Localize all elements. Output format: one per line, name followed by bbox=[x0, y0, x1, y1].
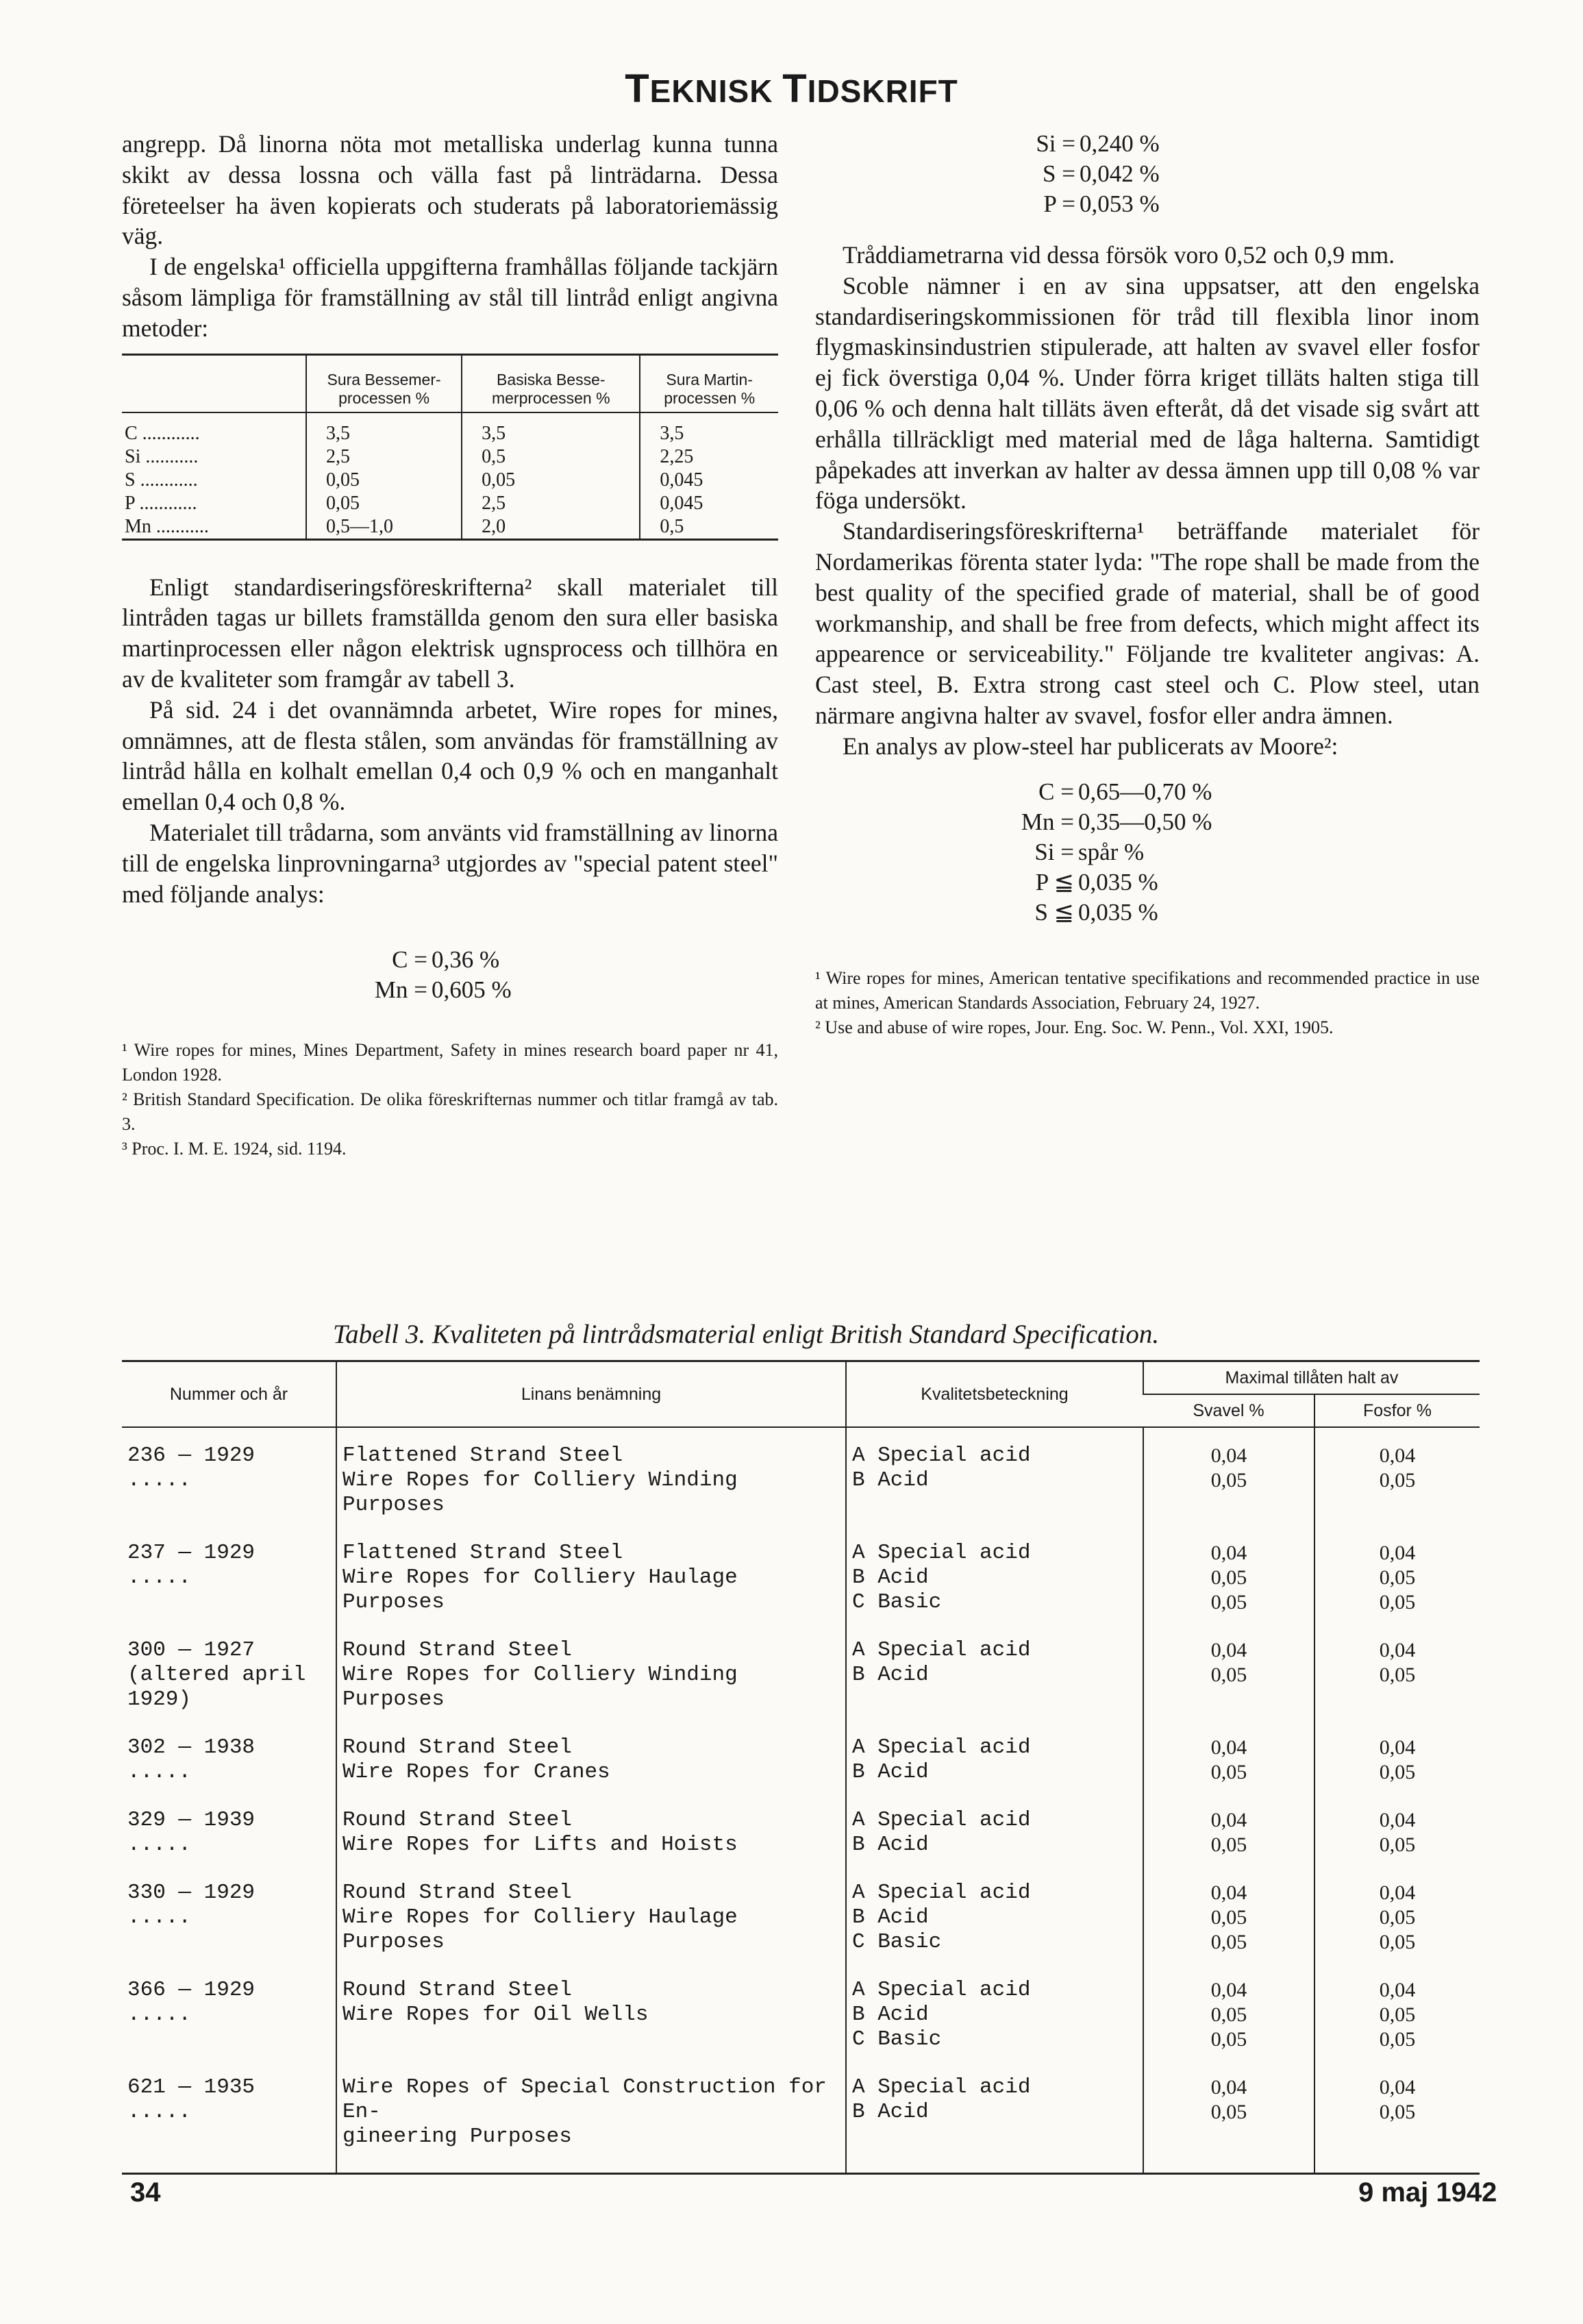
analysis-formula: Si = 0,240 % S = 0,042 % P = 0,053 % bbox=[1036, 130, 1160, 217]
table-header: Sura Martin-processen % bbox=[640, 354, 778, 412]
cell-s: 0,04 0,05 bbox=[1143, 1735, 1314, 1808]
page-number: 34 bbox=[130, 2177, 161, 2208]
table-header bbox=[122, 354, 306, 412]
plow-steel-formula: C = 0,65—0,70 % Mn = 0,35—0,50 % Si = spår % P ≦ 0,035 % S ≦ 0,035 % bbox=[1021, 778, 1212, 926]
cell-s: 0,04 0,05 bbox=[1143, 1808, 1314, 1881]
cell-number: 302 — 1938 ..... bbox=[127, 1735, 255, 1784]
cell-quality: A Special acid B Acid bbox=[846, 1444, 1143, 1541]
cell-quality: A Special acid B Acid C Basic bbox=[846, 1881, 1143, 1978]
right-column bbox=[815, 129, 1480, 1040]
footnote: ² Use and abuse of wire ropes, Jour. Eng. Soc. W. Penn., Vol. XXI, 1905. bbox=[815, 1017, 1334, 1037]
cell-name: Round Strand Steel Wire Ropes for Colliery Winding Purposes bbox=[336, 1638, 846, 1735]
cell-p: 0,04 0,05 0,05 bbox=[1314, 1881, 1480, 1978]
table-caption: Tabell 3. Kvaliteten på lintrådsmaterial enligt British Standard Specification. bbox=[333, 1320, 1160, 1349]
paragraph: Scoble nämner i en av sina uppsatser, att den engelska standardiseringskommissionen för tråd till flexibla linor inom flygmaskinsindustrien stipulerade, att halten av svavel eller fosfor ej fick överstiga 0,04 %. Under förra kriget tilläts halten stiga till 0,06 % och denna halt tilläts även efteråt, då det visade sig svårt att erhålla tillräckligt med material med de låga halterna. Samtidigt påpekades att inverkan av halter av dessa ämnen upp till 0,08 % var föga undersökt. bbox=[815, 271, 1480, 515]
cell-name: Round Strand Steel Wire Ropes for Colliery Haulage Purposes bbox=[336, 1881, 846, 1978]
cell-s: 0,04 0,05 bbox=[1143, 1444, 1314, 1541]
cell-s: 0,04 0,05 0,05 bbox=[1143, 1541, 1314, 1638]
cell-quality: A Special acid B Acid bbox=[846, 2075, 1143, 2174]
cell-s: 0,04 0,05 bbox=[1143, 2075, 1314, 2174]
paragraph: angrepp. Då linorna nöta mot metalliska underlag kunna tunna skikt av dessa lossna och välla fast på linträdarna. Dessa företeelser ha även kopierats och studerats på laboratoriemässig väg. bbox=[122, 130, 778, 250]
cell-quality: A Special acid B Acid C Basic bbox=[846, 1541, 1143, 1638]
table-header: Basiska Besse-merprocessen % bbox=[462, 354, 640, 412]
table-header: Sura Bessemer-processen % bbox=[306, 354, 462, 412]
issue-date: 9 maj 1942 bbox=[1358, 2177, 1497, 2208]
cell-name: Round Strand Steel Wire Ropes for Cranes bbox=[336, 1735, 846, 1808]
table-row: C ............ 3,5 3,5 3,5 bbox=[122, 422, 778, 445]
running-header: TEKNISK TIDSKRIFT bbox=[625, 66, 958, 111]
cell-quality: A Special acid B Acid bbox=[846, 1808, 1143, 1881]
table-row bbox=[122, 1808, 1480, 1881]
cell-p: 0,04 0,05 bbox=[1314, 2075, 1480, 2174]
cell-name: Flattened Strand Steel Wire Ropes for Colliery Winding Purposes bbox=[336, 1444, 846, 1541]
table-row: S ............ 0,05 0,05 0,045 bbox=[122, 469, 778, 492]
table-row bbox=[122, 1541, 1480, 1638]
col-header-max: Maximal tillåten halt av bbox=[1143, 1361, 1480, 1395]
cell-number: 621 — 1935 ..... bbox=[127, 2075, 255, 2124]
cell-name: Round Strand Steel Wire Ropes for Lifts and Hoists bbox=[336, 1808, 846, 1881]
cell-s: 0,04 0,05 bbox=[1143, 1638, 1314, 1735]
cell-p: 0,04 0,05 bbox=[1314, 1808, 1480, 1881]
cell-p: 0,04 0,05 bbox=[1314, 1735, 1480, 1808]
cell-name: Flattened Strand Steel Wire Ropes for Colliery Haulage Purposes bbox=[336, 1541, 846, 1638]
cell-s: 0,04 0,05 0,05 bbox=[1143, 1881, 1314, 1978]
cell-quality: A Special acid B Acid bbox=[846, 1735, 1143, 1808]
cell-number: 237 — 1929 ..... bbox=[127, 1541, 255, 1590]
british-standard-table bbox=[122, 1360, 1480, 2175]
table-row: P ............ 0,05 2,5 0,045 bbox=[122, 492, 778, 515]
cell-p: 0,04 0,05 0,05 bbox=[1314, 1978, 1480, 2075]
paragraph: En analys av plow-steel har publicerats av Moore²: bbox=[843, 732, 1338, 760]
cell-number: 329 — 1939 ..... bbox=[127, 1808, 255, 1857]
table-row: Mn ........... 0,5—1,0 2,0 0,5 bbox=[122, 515, 778, 540]
cell-p: 0,04 0,05 0,05 bbox=[1314, 1541, 1480, 1638]
table-row bbox=[122, 1638, 1480, 1735]
col-header-sulfur: Svavel % bbox=[1143, 1394, 1314, 1427]
cell-name: Round Strand Steel Wire Ropes for Oil Wells bbox=[336, 1978, 846, 2075]
left-column bbox=[122, 129, 778, 1161]
paragraph: Tråddiametrarna vid dessa försök voro 0,52 och 0,9 mm. bbox=[843, 241, 1395, 269]
cell-quality: A Special acid B Acid C Basic bbox=[846, 1978, 1143, 2075]
paragraph: I de engelska¹ officiella uppgifterna framhållas följande tackjärn såsom lämpliga för framställning av stål till lintråd enligt angivna metoder: bbox=[122, 253, 778, 342]
cell-number: 300 — 1927 (altered april 1929) bbox=[127, 1638, 306, 1711]
table-row bbox=[122, 1735, 1480, 1808]
analysis-formula: C = 0,36 % Mn = 0,605 % bbox=[374, 946, 512, 1004]
paragraph: Standardiseringsföreskrifterna¹ beträffande materialet för Nordamerikas förenta stater lyda: "The rope shall be made from the best quality of the specified grade of material, shall be of good workmanship, and shall be free from defects, which might affect its appearence or serviceability." Följande tre kvaliteter angivas: A. Cast steel, B. Extra strong cast steel och C. Plow steel, utan närmare angivna halter av svavel, fosfor eller andra ämnen. bbox=[815, 517, 1480, 729]
footnote: ¹ Wire ropes for mines, American tentative specifikations and recommended practice in use at mines, American Standards Association, February 24, 1927. bbox=[815, 967, 1480, 1013]
table-row bbox=[122, 1881, 1480, 1978]
pig-iron-table bbox=[122, 354, 778, 541]
paragraph: Enligt standardiseringsföreskrifterna² skall materialet till lintråden tagas ur billets framställda genom den sura eller basiska martinprocessen eller någon elektrisk ugnsprocess och tillhöra en av de kvaliteter som framgår av tabell 3. bbox=[122, 573, 778, 693]
cell-s: 0,04 0,05 0,05 bbox=[1143, 1978, 1314, 2075]
cell-number: 236 — 1929 ..... bbox=[127, 1444, 255, 1492]
paragraph: På sid. 24 i det ovannämnda arbetet, Wire ropes for mines, omnämnes, att de flesta stålen, som användas för framställning av lintråd hålla en kolhalt emellan 0,4 och 0,9 % och en manganhalt emellan 0,4 och 0,8 %. bbox=[122, 695, 778, 816]
cell-p: 0,04 0,05 bbox=[1314, 1444, 1480, 1541]
col-header-number: Nummer och år bbox=[122, 1361, 336, 1428]
cell-p: 0,04 0,05 bbox=[1314, 1638, 1480, 1735]
table-row bbox=[122, 1978, 1480, 2075]
paragraph: Materialet till trådarna, som använts vid framställning av linorna till de engelska linprovningarna³ utgjordes av "special patent steel" med följande analys: bbox=[122, 818, 778, 908]
table-row bbox=[122, 1444, 1480, 1541]
footnote: ¹ Wire ropes for mines, Mines Department, Safety in mines research board paper nr 41, London 1928. bbox=[122, 1040, 778, 1085]
col-header-quality: Kvalitetsbeteckning bbox=[846, 1361, 1143, 1428]
cell-number: 330 — 1929 ..... bbox=[127, 1881, 255, 1929]
col-header-name: Linans benämning bbox=[336, 1361, 846, 1428]
footnote: ² British Standard Specification. De olika föreskrifternas nummer och titlar framgå av tab. 3. bbox=[122, 1089, 778, 1135]
cell-number: 366 — 1929 ..... bbox=[127, 1978, 255, 2027]
cell-quality: A Special acid B Acid bbox=[846, 1638, 1143, 1735]
table-row bbox=[122, 2075, 1480, 2174]
table-row: Si ........... 2,5 0,5 2,25 bbox=[122, 445, 778, 469]
footnote: ³ Proc. I. M. E. 1924, sid. 1194. bbox=[122, 1139, 347, 1159]
cell-name: Wire Ropes of Special Construction for En- gineering Purposes bbox=[336, 2075, 846, 2174]
col-header-phosphorus: Fosfor % bbox=[1314, 1394, 1480, 1427]
